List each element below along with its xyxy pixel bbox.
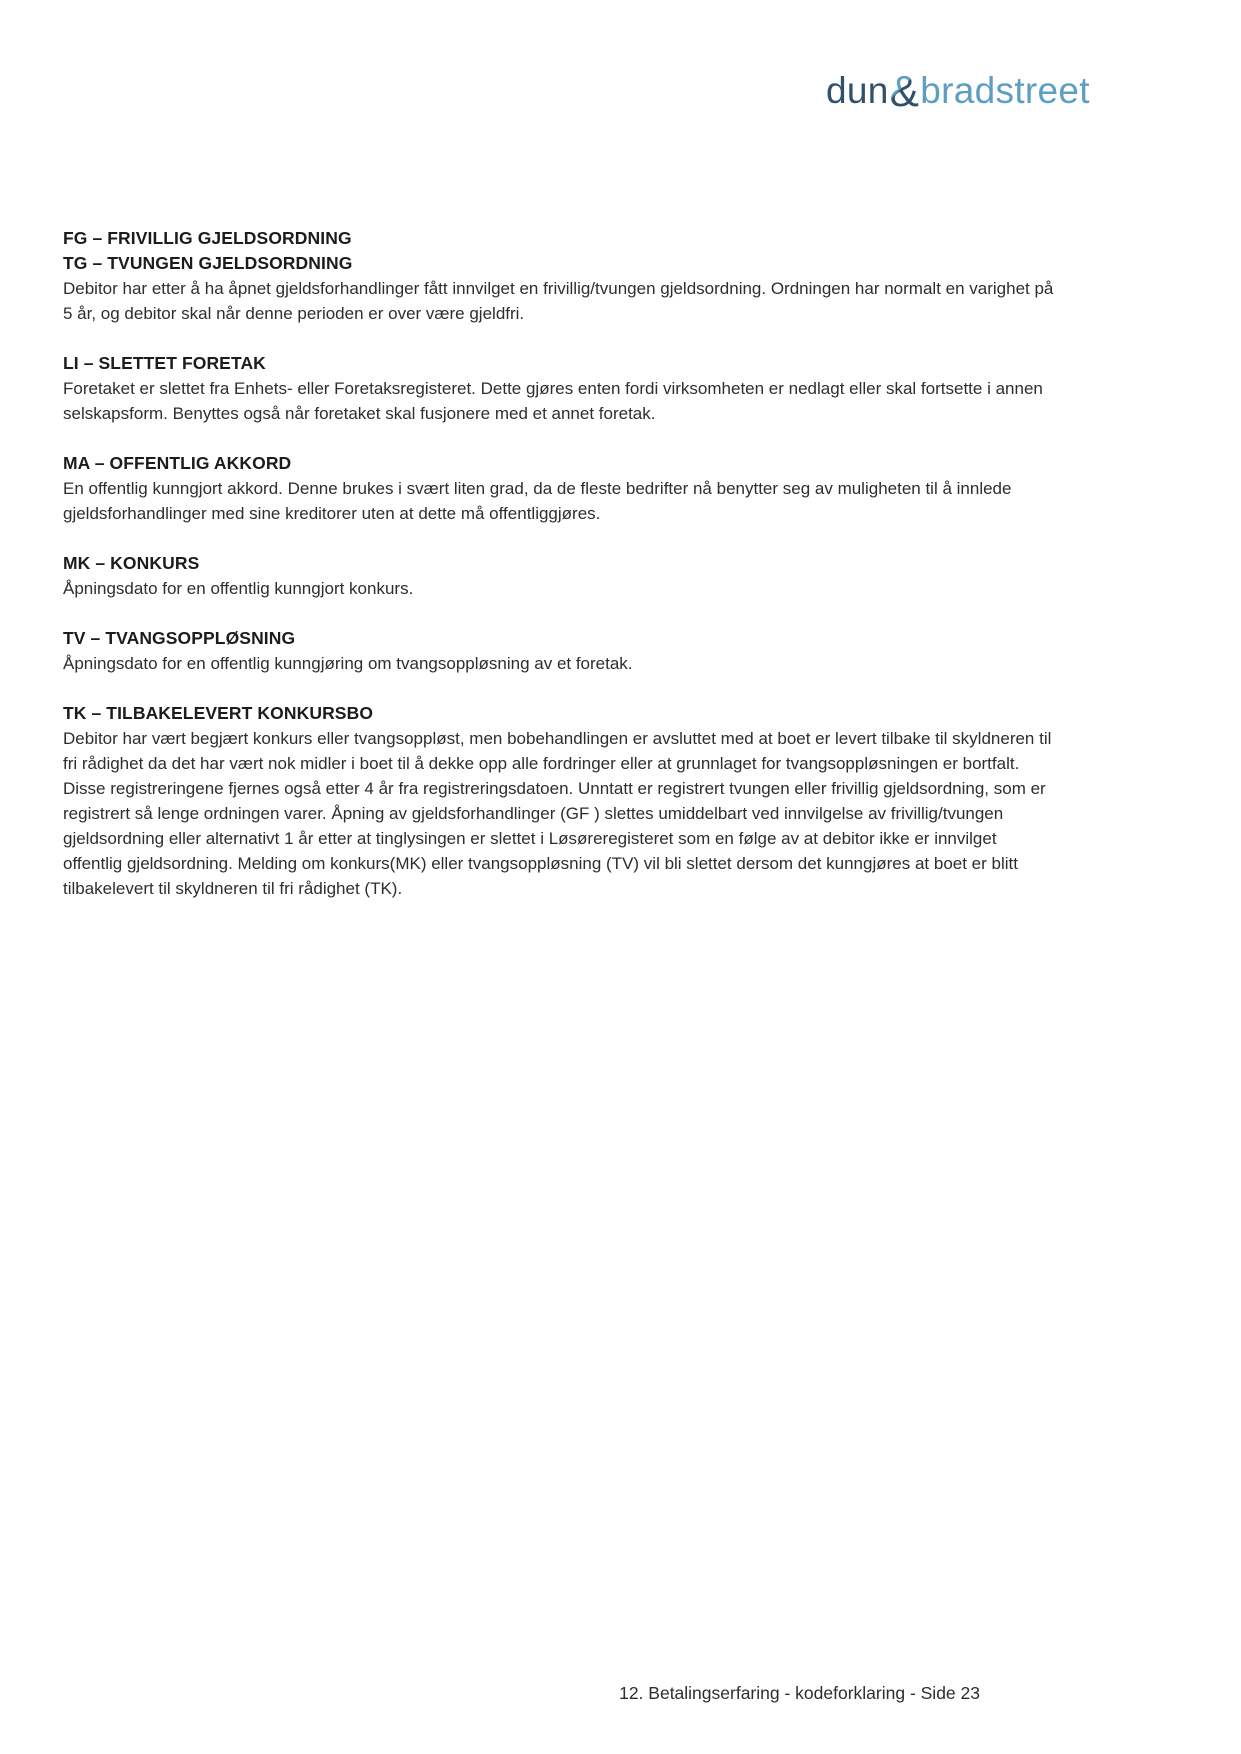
section-body-ma: En offentlig kunngjort akkord. Denne brukes i svært liten grad, da de fleste bedrifter nå benytter seg av muligheten til å innlede gjeldsforhandlinger med sine kreditorer uten at dette må offentliggjøres. — [63, 479, 1012, 523]
section-mk — [63, 551, 1057, 601]
section-heading-mk: MK – KONKURS — [63, 553, 200, 573]
section-fg-tg — [63, 226, 1057, 326]
section-body-mk: Åpningsdato for en offentlig kunngjort konkurs. — [63, 579, 414, 598]
section-tv — [63, 626, 1057, 676]
section-heading-tv: TV – TVANGSOPPLØSNING — [63, 628, 296, 648]
section-li — [63, 351, 1057, 426]
section-body-fg-tg: Debitor har etter å ha åpnet gjeldsforhandlinger fått innvilget en frivillig/tvungen gjeldsordning. Ordningen har normalt en varighet på 5 år, og debitor skal når denne perioden er over være gjeldfri. — [63, 279, 1054, 323]
logo-ampersand-icon: & — [889, 67, 920, 116]
section-heading-ma: MA – OFFENTLIG AKKORD — [63, 453, 292, 473]
dun-and-bradstreet-logo — [826, 67, 1090, 116]
section-heading-li: LI – SLETTET FORETAK — [63, 353, 266, 373]
section-body-li: Foretaket er slettet fra Enhets- eller Foretaksregisteret. Dette gjøres enten fordi virksomheten er nedlagt eller skal fortsette i annen selskapsform. Benyttes også når foretaket skal fusjonere med et annet foretak. — [63, 379, 1043, 423]
page-body — [63, 226, 1057, 926]
section-heading-fg: FG – FRIVILLIG GJELDSORDNING — [63, 228, 352, 248]
section-heading-tg: TG – TVUNGEN GJELDSORDNING — [63, 253, 353, 273]
section-heading-tk: TK – TILBAKELEVERT KONKURSBO — [63, 703, 374, 723]
logo-word-dun: dun — [826, 70, 889, 111]
section-body-tv: Åpningsdato for en offentlig kunngjøring om tvangsoppløsning av et foretak. — [63, 654, 633, 673]
page-footer: 12. Betalingserfaring - kodeforklaring - Side 23 — [619, 1683, 980, 1703]
section-tk — [63, 701, 1057, 901]
section-ma — [63, 451, 1057, 526]
logo-word-bradstreet: bradstreet — [920, 70, 1090, 111]
section-body-tk: Debitor har vært begjært konkurs eller tvangsoppløst, men bobehandlingen er avsluttet med at boet er levert tilbake til skyldneren til fri rådighet da det har vært nok midler i boet til å dekke opp alle fordringer eller at grunnlaget for tvangsoppløsningen er bortfalt. Disse registreringene fjernes også etter 4 år fra registreringsdatoen. Unntatt er registrert tvungen eller frivillig gjeldsordning, som er registrert så lenge ordningen varer. Åpning av gjeldsforhandlinger (GF ) slettes umiddelbart ved innvilgelse av frivillig/tvungen gjeldsordning eller alternativt 1 år etter at tinglysingen er slettet i Løsøreregisteret som en følge av at debitor ikke er innvilget offentlig gjeldsordning. Melding om konkurs(MK) eller tvangsoppløsning (TV) vil bli slettet dersom det kunngjøres at boet er blitt tilbakelevert til skyldneren til fri rådighet (TK). — [63, 729, 1052, 898]
